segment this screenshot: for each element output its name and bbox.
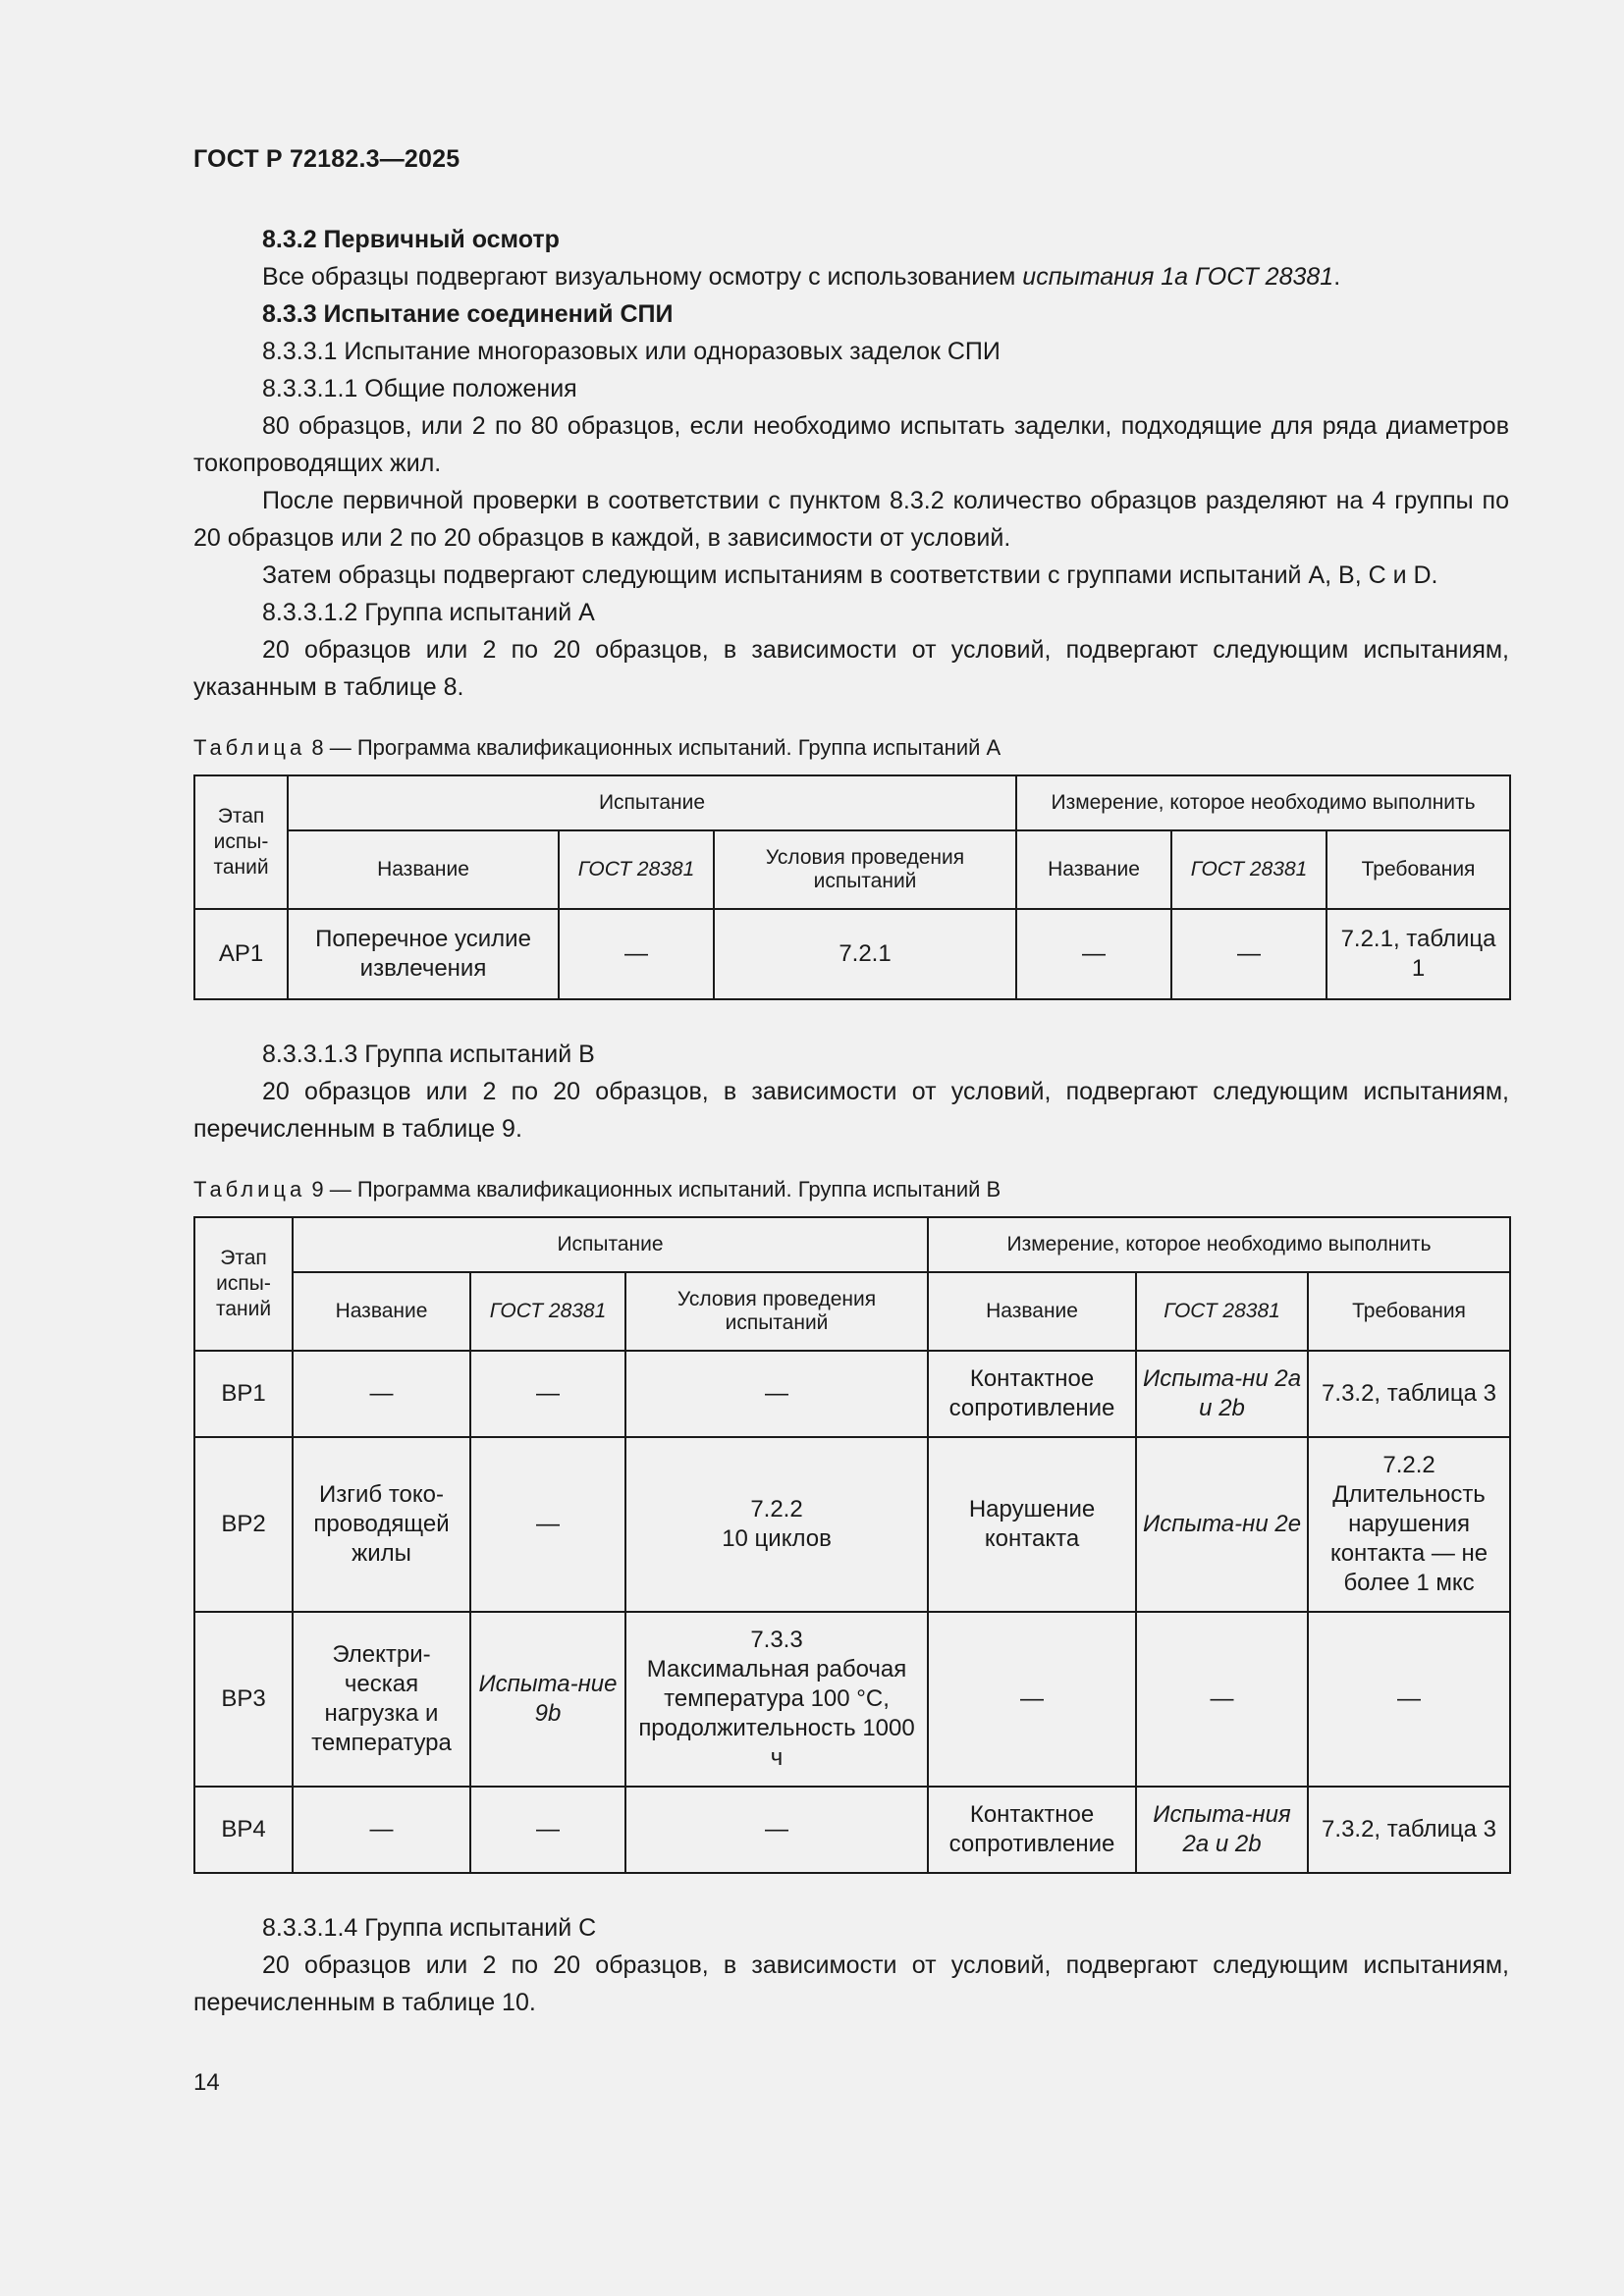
table-9-cell-measure-gost: —: [1136, 1612, 1308, 1787]
table-9-cell-requirements: —: [1308, 1612, 1510, 1787]
section-heading-8-3-3: 8.3.3 Испытание соединений СПИ: [262, 300, 674, 328]
subsection-heading-8-3-3-1-4: 8.3.3.1.4 Группа испытаний С: [262, 1914, 597, 1942]
table-8-caption-word: Таблица: [193, 735, 306, 760]
table-9-cell-gost: —: [470, 1351, 625, 1437]
table-9-cell-stage: ВР4: [194, 1787, 293, 1873]
table-8: [193, 774, 1511, 1000]
paragraph-text: Все образцы подвергают визуальному осмотру с использованием: [262, 263, 1023, 291]
table-8-header-requirements: Требования: [1326, 830, 1510, 909]
table-9-cell-gost: —: [470, 1787, 625, 1873]
table-row: [194, 1351, 1510, 1437]
table-9-cell-measure-gost: Испыта-ни 2е: [1136, 1437, 1308, 1612]
paragraph: [193, 258, 1509, 295]
paragraph-text-end: .: [1333, 263, 1341, 291]
subsection-heading-8-3-3-1-3: 8.3.3.1.3 Группа испытаний В: [262, 1041, 595, 1068]
table-9-cell-measure-name: Контактное сопротивление: [928, 1351, 1136, 1437]
table-9-cell-measure-name: Нарушение контакта: [928, 1437, 1136, 1612]
table-9-header-test: Испытание: [293, 1217, 928, 1272]
table-9: [193, 1216, 1511, 1874]
subsection-heading-8-3-3-1-2: 8.3.3.1.2 Группа испытаний А: [262, 599, 595, 626]
table-9-cell-name: —: [293, 1787, 470, 1873]
table-9-cell-measure-name: —: [928, 1612, 1136, 1787]
table-8-caption: [193, 733, 1509, 763]
table-9-caption: [193, 1175, 1509, 1204]
subsection-heading-8-3-3-1-1: 8.3.3.1.1 Общие положения: [262, 375, 577, 402]
table-9-caption-text: 9 — Программа квалификационных испытаний. Группа испытаний В: [305, 1177, 1001, 1201]
document-id: ГОСТ Р 72182.3—2025: [193, 145, 460, 173]
table-9-cell-conditions: —: [625, 1351, 928, 1437]
paragraph: 20 образцов или 2 по 20 образцов, в зависимости от условий, подвергают следующим испытаниям, указанным в таблице 8.: [193, 636, 1509, 701]
table-9-header-measure-name: Название: [928, 1272, 1136, 1351]
paragraph: 20 образцов или 2 по 20 образцов, в зависимости от условий, подвергают следующим испытаниям, перечисленным в таблице 9.: [193, 1078, 1509, 1143]
table-9-cell-stage: ВР1: [194, 1351, 293, 1437]
table-8-header-conditions: Условия проведения испытаний: [714, 830, 1016, 909]
table-row: [194, 1437, 1510, 1612]
table-9-cell-measure-gost: Испыта-ния 2а и 2b: [1136, 1787, 1308, 1873]
paragraph: После первичной проверки в соответствии с пунктом 8.3.2 количество образцов разделяют на 4 группы по 20 образцов или 2 по 20 образцов в каждой, в зависимости от условий.: [193, 487, 1509, 552]
table-9-cell-measure-gost: Испыта-ни 2а и 2b: [1136, 1351, 1308, 1437]
page-number: 14: [193, 2069, 220, 2096]
table-8-header-name: Название: [288, 830, 559, 909]
table-8-caption-text: 8 — Программа квалификационных испытаний. Группа испытаний А: [305, 735, 1001, 760]
table-8-cell-conditions: 7.2.1: [714, 909, 1016, 999]
table-9-cell-conditions: 7.2.2 10 циклов: [625, 1437, 928, 1612]
table-9-cell-conditions: —: [625, 1787, 928, 1873]
table-9-cell-stage: ВР3: [194, 1612, 293, 1787]
table-9-header-measure: Измерение, которое необходимо выполнить: [928, 1217, 1510, 1272]
table-8-cell-measure-gost: —: [1171, 909, 1326, 999]
table-9-cell-conditions: 7.3.3 Максимальная рабочая температура 100 °С, продолжительность 1000 ч: [625, 1612, 928, 1787]
table-row: [194, 1612, 1510, 1787]
table-8-header-stage: Этап испы-таний: [194, 775, 288, 909]
table-8-header-measure-name: Название: [1016, 830, 1171, 909]
table-row: [194, 909, 1510, 999]
table-9-header-requirements: Требования: [1308, 1272, 1510, 1351]
section-heading-8-3-2: 8.3.2 Первичный осмотр: [262, 226, 560, 253]
table-8-cell-name: Поперечное усилие извлечения: [288, 909, 559, 999]
table-9-cell-name: —: [293, 1351, 470, 1437]
table-8-header-measure-gost: ГОСТ 28381: [1171, 830, 1326, 909]
table-9-header-gost: ГОСТ 28381: [470, 1272, 625, 1351]
table-row: [194, 1787, 1510, 1873]
table-9-cell-name: Изгиб токо-проводящей жилы: [293, 1437, 470, 1612]
paragraph: 20 образцов или 2 по 20 образцов, в зависимости от условий, подвергают следующим испытаниям, перечисленным в таблице 10.: [193, 1951, 1509, 2016]
paragraph: 80 образцов, или 2 по 80 образцов, если необходимо испытать заделки, подходящие для ряда диаметров токопроводящих жил.: [193, 412, 1509, 477]
table-9-cell-stage: ВР2: [194, 1437, 293, 1612]
table-9-cell-requirements: 7.3.2, таблица 3: [1308, 1787, 1510, 1873]
paragraph: Затем образцы подвергают следующим испытаниям в соответствии с группами испытаний А, В, С и D.: [262, 561, 1438, 589]
table-9-header-stage: Этап испы-таний: [194, 1217, 293, 1351]
table-8-header-measure: Измерение, которое необходимо выполнить: [1016, 775, 1510, 830]
subsection-heading-8-3-3-1: 8.3.3.1 Испытание многоразовых или одноразовых заделок СПИ: [262, 338, 1001, 365]
document-body: [193, 221, 1509, 2021]
table-8-header-gost: ГОСТ 28381: [559, 830, 714, 909]
table-8-cell-measure-name: —: [1016, 909, 1171, 999]
paragraph-italic-ref: испытания 1а ГОСТ 28381: [1022, 263, 1334, 291]
table-8-cell-requirements: 7.2.1, таблица 1: [1326, 909, 1510, 999]
table-8-cell-stage: АР1: [194, 909, 288, 999]
table-9-cell-name: Электри-ческая нагрузка и температура: [293, 1612, 470, 1787]
table-9-header-conditions: Условия проведения испытаний: [625, 1272, 928, 1351]
table-9-cell-requirements: 7.3.2, таблица 3: [1308, 1351, 1510, 1437]
table-8-header-test: Испытание: [288, 775, 1016, 830]
table-9-header-name: Название: [293, 1272, 470, 1351]
table-8-cell-gost: —: [559, 909, 714, 999]
table-9-cell-measure-name: Контактное сопротивление: [928, 1787, 1136, 1873]
table-9-caption-word: Таблица: [193, 1177, 306, 1201]
table-9-cell-gost: —: [470, 1437, 625, 1612]
table-9-cell-gost: Испыта-ние 9b: [470, 1612, 625, 1787]
table-9-header-measure-gost: ГОСТ 28381: [1136, 1272, 1308, 1351]
table-9-cell-requirements: 7.2.2 Длительность нарушения контакта — не более 1 мкс: [1308, 1437, 1510, 1612]
